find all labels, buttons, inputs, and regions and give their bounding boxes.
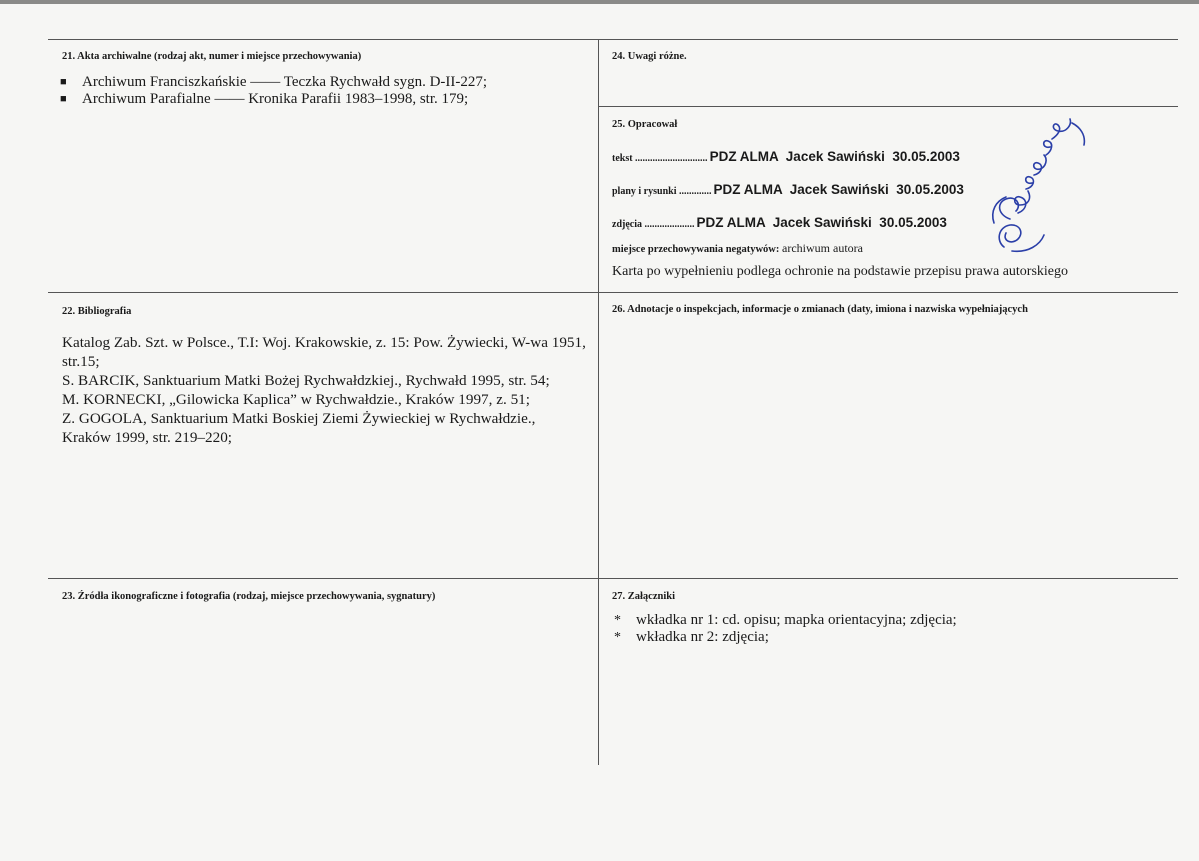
negatives-storage	[612, 241, 863, 256]
archive-detail: Teczka Rychwałd sygn. D-II-227;	[283, 74, 488, 90]
rule-row1	[48, 292, 1178, 293]
row-label: plany i rysunki .............	[612, 186, 712, 197]
list-item	[612, 612, 957, 629]
author-row-photos	[612, 214, 947, 232]
rule-row2	[48, 578, 1178, 579]
attachment-text: wkładka nr 1: cd. opisu; mapka orientacyjna; zdjęcia;	[636, 612, 957, 628]
storage-value: archiwum autora	[782, 241, 863, 255]
square-bullet-icon: ■	[60, 93, 67, 105]
archive-dash: ——	[214, 91, 245, 107]
list-item: Katalog Zab. Szt. w Polsce., T.I: Woj. Krakowskie, z. 15: Pow. Żywiecki, W-wa 1951, str.15;	[62, 334, 586, 370]
asterisk-bullet-icon: *	[614, 630, 621, 645]
archive-detail: Kronika Parafii 1983–1998, str. 179;	[248, 91, 469, 107]
row-value: PDZ ALMA Jacek Sawiński 30.05.2003	[696, 215, 947, 230]
row-label: tekst .............................	[612, 153, 708, 164]
list-item: M. KORNECKI, „Gilowicka Kaplica” w Rychwałdzie., Kraków 1997, z. 51;	[62, 391, 530, 408]
box23-title: 23. Źródła ikonograficzne i fotografia (rodzaj, miejsce przechowywania, sygnatury)	[62, 591, 436, 602]
rule-top	[48, 39, 1178, 40]
scan-top-edge	[0, 0, 1199, 4]
copyright-note: Karta po wypełnieniu podlega ochronie na podstawie przepisu prawa autorskiego	[612, 264, 1069, 279]
box26-title: 26. Adnotacje o inspekcjach, informacje o zmianach (daty, imiona i nazwiska wypełniających	[612, 304, 1028, 315]
row-value: PDZ ALMA Jacek Sawiński 30.05.2003	[709, 149, 960, 164]
author-row-text	[612, 148, 960, 166]
box25-title: 25. Opracował	[612, 119, 678, 130]
list-item	[58, 74, 487, 91]
bibliography-list	[62, 333, 587, 447]
box27-title: 27. Załączniki	[612, 591, 676, 602]
asterisk-bullet-icon: *	[614, 613, 621, 628]
list-item	[612, 629, 957, 646]
list-item: Z. GOGOLA, Sanktuarium Matki Boskiej Ziemi Żywieckiej w Rychwałdzie., Kraków 1999, str. 219–220;	[62, 410, 536, 446]
square-bullet-icon: ■	[60, 76, 67, 88]
list-item	[58, 91, 487, 108]
rule-center	[598, 39, 599, 765]
handwritten-signature	[988, 115, 1098, 255]
attachments-list	[612, 612, 957, 646]
rule-row1-right-split	[599, 106, 1178, 107]
row-value: PDZ ALMA Jacek Sawiński 30.05.2003	[713, 182, 964, 197]
archive-dash: ——	[250, 74, 281, 90]
attachment-text: wkładka nr 2: zdjęcia;	[636, 629, 769, 645]
row-label: zdjęcia ....................	[612, 219, 695, 230]
list-item: S. BARCIK, Sanktuarium Matki Bożej Rychwałdzkiej., Rychwałd 1995, str. 54;	[62, 372, 550, 389]
box22-title: 22. Bibliografia	[62, 306, 132, 317]
archive-source: Archiwum Parafialne	[82, 91, 211, 107]
box21-list	[58, 74, 487, 108]
box21-title: 21. Akta archiwalne (rodzaj akt, numer i miejsce przechowywania)	[62, 51, 362, 62]
box24-title: 24. Uwagi różne.	[612, 51, 687, 62]
storage-label: miejsce przechowywania negatywów:	[612, 244, 780, 255]
author-row-plans	[612, 181, 964, 199]
archive-source: Archiwum Franciszkańskie	[82, 74, 247, 90]
